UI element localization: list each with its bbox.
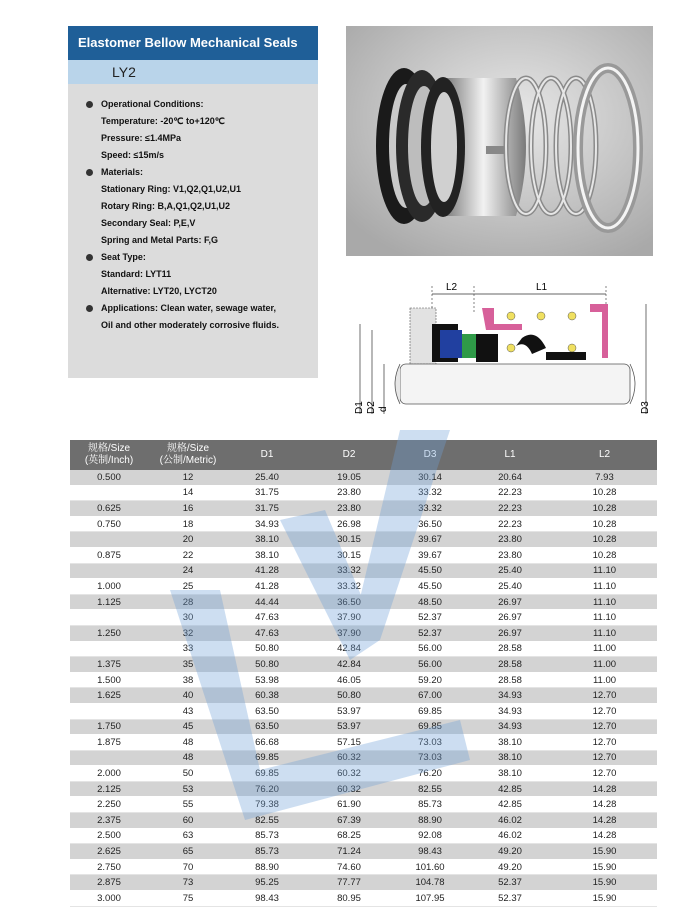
col-l2: L2 [552, 440, 657, 470]
table-row [70, 828, 657, 844]
cell-l1: 22.23 [468, 501, 552, 517]
dim-l2-label: L2 [446, 282, 458, 293]
cell-d1: 85.73 [228, 844, 306, 860]
table-row [70, 719, 657, 735]
cell-d1: 85.73 [228, 828, 306, 844]
cell-l1: 25.40 [468, 563, 552, 579]
cell-metric: 38 [148, 672, 228, 688]
cell-d2: 57.15 [306, 735, 392, 751]
cell-d2: 42.84 [306, 641, 392, 657]
table-row [70, 641, 657, 657]
cell-d1: 44.44 [228, 594, 306, 610]
spec-speed: Speed: ≤15m/s [101, 150, 164, 160]
cell-inch: 1.625 [70, 688, 148, 704]
cell-l1: 34.93 [468, 719, 552, 735]
cell-d2: 60.32 [306, 750, 392, 766]
col-size-metric [148, 440, 228, 470]
spec-pressure: Pressure: ≤1.4MPa [101, 133, 181, 143]
cell-l2: 10.28 [552, 516, 657, 532]
cell-l2: 12.70 [552, 688, 657, 704]
table-row [70, 579, 657, 595]
cell-l1: 38.10 [468, 766, 552, 782]
col-d3: D3 [392, 440, 468, 470]
product-photo [346, 26, 653, 256]
cell-d1: 69.85 [228, 766, 306, 782]
cell-l2: 11.00 [552, 641, 657, 657]
cell-l2: 12.70 [552, 766, 657, 782]
bullet-icon [86, 169, 93, 176]
cell-metric: 32 [148, 625, 228, 641]
cell-metric: 63 [148, 828, 228, 844]
spec-rotary-ring: Rotary Ring: B,A,Q1,Q2,U1,U2 [101, 201, 231, 211]
catalog-title: Elastomer Bellow Mechanical Seals [68, 26, 318, 60]
cell-l1: 42.85 [468, 781, 552, 797]
cell-l1: 52.37 [468, 875, 552, 891]
table-row [70, 875, 657, 891]
cell-d3: 107.95 [392, 891, 468, 907]
cell-d2: 80.95 [306, 891, 392, 907]
cell-d2: 50.80 [306, 688, 392, 704]
spec-seat-type: Seat Type: [101, 252, 146, 262]
cell-d2: 61.90 [306, 797, 392, 813]
cell-inch: 3.000 [70, 891, 148, 907]
cell-l2: 11.10 [552, 579, 657, 595]
cell-d2: 23.80 [306, 485, 392, 501]
table-row [70, 610, 657, 626]
cell-l2: 15.90 [552, 891, 657, 907]
spec-secondary-seal: Secondary Seal: P,E,V [101, 218, 196, 228]
cell-inch: 1.000 [70, 579, 148, 595]
spec-stationary-ring: Stationary Ring: V1,Q2,Q1,U2,U1 [101, 184, 242, 194]
cell-d3: 48.50 [392, 594, 468, 610]
cell-inch: 1.375 [70, 657, 148, 673]
cell-d3: 82.55 [392, 781, 468, 797]
table-row [70, 797, 657, 813]
col-size-metric-line2: (公制/Metric) [159, 455, 217, 466]
cell-d1: 34.93 [228, 516, 306, 532]
cell-l1: 25.40 [468, 579, 552, 595]
cell-d3: 36.50 [392, 516, 468, 532]
cell-l2: 11.00 [552, 657, 657, 673]
cell-l1: 20.64 [468, 470, 552, 485]
cell-l2: 15.90 [552, 844, 657, 860]
cell-l2: 7.93 [552, 470, 657, 485]
cell-metric: 70 [148, 859, 228, 875]
table-row [70, 703, 657, 719]
cell-l1: 38.10 [468, 750, 552, 766]
cell-l2: 12.70 [552, 719, 657, 735]
cell-d1: 38.10 [228, 532, 306, 548]
cell-inch: 2.000 [70, 766, 148, 782]
cell-l2: 11.10 [552, 563, 657, 579]
cell-metric: 45 [148, 719, 228, 735]
cell-l1: 26.97 [468, 610, 552, 626]
cell-l2: 11.00 [552, 672, 657, 688]
cell-d1: 63.50 [228, 703, 306, 719]
table-row [70, 859, 657, 875]
cell-l2: 10.28 [552, 501, 657, 517]
cell-metric: 53 [148, 781, 228, 797]
col-size-inch [70, 440, 148, 470]
cell-inch: 1.750 [70, 719, 148, 735]
cell-d3: 98.43 [392, 844, 468, 860]
cell-metric: 18 [148, 516, 228, 532]
cell-d2: 77.77 [306, 875, 392, 891]
spec-applications-cont: Oil and other moderately corrosive fluids. [101, 320, 280, 330]
cell-d3: 92.08 [392, 828, 468, 844]
cell-d1: 76.20 [228, 781, 306, 797]
cell-metric: 28 [148, 594, 228, 610]
cell-inch [70, 563, 148, 579]
cell-l2: 14.28 [552, 797, 657, 813]
cell-d1: 60.38 [228, 688, 306, 704]
cell-d2: 60.32 [306, 766, 392, 782]
cell-d3: 69.85 [392, 703, 468, 719]
cell-l2: 14.28 [552, 813, 657, 829]
cell-d3: 101.60 [392, 859, 468, 875]
cell-l1: 52.37 [468, 891, 552, 907]
cell-l1: 46.02 [468, 828, 552, 844]
cell-d3: 33.32 [392, 501, 468, 517]
col-l1: L1 [468, 440, 552, 470]
cell-metric: 73 [148, 875, 228, 891]
cell-metric: 48 [148, 735, 228, 751]
cell-inch [70, 641, 148, 657]
cell-d1: 95.25 [228, 875, 306, 891]
cell-d1: 31.75 [228, 485, 306, 501]
table-row [70, 563, 657, 579]
cell-d1: 38.10 [228, 547, 306, 563]
cell-l1: 38.10 [468, 735, 552, 751]
cell-d1: 88.90 [228, 859, 306, 875]
cell-l1: 49.20 [468, 859, 552, 875]
cell-inch: 2.375 [70, 813, 148, 829]
cell-l1: 28.58 [468, 641, 552, 657]
cell-l1: 22.23 [468, 485, 552, 501]
cell-l1: 46.02 [468, 813, 552, 829]
cell-d2: 60.32 [306, 781, 392, 797]
table-row [70, 532, 657, 548]
cell-d2: 26.98 [306, 516, 392, 532]
table-row [70, 688, 657, 704]
spec-alternative: Alternative: LYT20, LYCT20 [101, 286, 217, 296]
table-row [70, 516, 657, 532]
cell-inch [70, 703, 148, 719]
cell-d2: 23.80 [306, 501, 392, 517]
cell-d3: 30.14 [392, 470, 468, 485]
cell-d1: 41.28 [228, 563, 306, 579]
cell-inch: 0.500 [70, 470, 148, 485]
cell-l2: 11.10 [552, 625, 657, 641]
cell-metric: 43 [148, 703, 228, 719]
cell-l1: 23.80 [468, 532, 552, 548]
col-d2: D2 [306, 440, 392, 470]
cell-d3: 88.90 [392, 813, 468, 829]
table-row [70, 781, 657, 797]
table-row [70, 657, 657, 673]
cell-metric: 20 [148, 532, 228, 548]
cell-metric: 35 [148, 657, 228, 673]
seal-drawing [346, 268, 656, 428]
cell-inch: 0.750 [70, 516, 148, 532]
cell-d2: 19.05 [306, 470, 392, 485]
cell-l2: 10.28 [552, 532, 657, 548]
cell-l2: 15.90 [552, 859, 657, 875]
model-label: LY2 [68, 60, 318, 84]
cell-inch: 1.125 [70, 594, 148, 610]
cell-d3: 52.37 [392, 610, 468, 626]
cell-l1: 42.85 [468, 797, 552, 813]
cell-inch: 2.250 [70, 797, 148, 813]
cell-l2: 14.28 [552, 781, 657, 797]
table-row [70, 735, 657, 751]
cell-inch: 1.500 [70, 672, 148, 688]
table-body [70, 470, 657, 906]
dim-d1-label: D1 [354, 401, 365, 414]
cell-l1: 23.80 [468, 547, 552, 563]
cell-l2: 12.70 [552, 750, 657, 766]
cell-d3: 56.00 [392, 641, 468, 657]
cell-l1: 28.58 [468, 657, 552, 673]
cell-metric: 14 [148, 485, 228, 501]
cell-metric: 16 [148, 501, 228, 517]
cell-d1: 69.85 [228, 750, 306, 766]
table-row [70, 672, 657, 688]
cross-section-diagram [346, 268, 656, 428]
cell-metric: 24 [148, 563, 228, 579]
dim-d3-label: D3 [640, 401, 651, 414]
cell-d3: 45.50 [392, 579, 468, 595]
cell-metric: 33 [148, 641, 228, 657]
cell-l2: 11.10 [552, 594, 657, 610]
table-row [70, 766, 657, 782]
col-d1: D1 [228, 440, 306, 470]
cell-d2: 53.97 [306, 703, 392, 719]
dim-d-label: d [378, 406, 389, 412]
cell-inch: 2.875 [70, 875, 148, 891]
cell-d3: 39.67 [392, 547, 468, 563]
cell-l1: 22.23 [468, 516, 552, 532]
cell-d2: 37.90 [306, 625, 392, 641]
cell-inch: 1.250 [70, 625, 148, 641]
dimension-table [70, 440, 657, 907]
cell-l2: 12.70 [552, 703, 657, 719]
cell-d3: 104.78 [392, 875, 468, 891]
cell-d2: 67.39 [306, 813, 392, 829]
cell-d2: 37.90 [306, 610, 392, 626]
spec-temperature: Temperature: -20℃ to+120℃ [101, 116, 225, 126]
cell-d1: 25.40 [228, 470, 306, 485]
cell-d3: 67.00 [392, 688, 468, 704]
cell-d2: 33.32 [306, 563, 392, 579]
table-row [70, 891, 657, 907]
bullet-icon [86, 305, 93, 312]
cell-inch: 2.750 [70, 859, 148, 875]
table-row [70, 470, 657, 485]
col-size-metric-line1: 规格/Size [166, 443, 210, 454]
spec-applications: Applications: Clean water, sewage water, [101, 303, 277, 313]
table-row [70, 594, 657, 610]
cell-metric: 55 [148, 797, 228, 813]
cell-d2: 33.32 [306, 579, 392, 595]
cell-inch: 0.625 [70, 501, 148, 517]
cell-inch: 2.125 [70, 781, 148, 797]
cell-d3: 56.00 [392, 657, 468, 673]
cell-d3: 59.20 [392, 672, 468, 688]
cell-metric: 65 [148, 844, 228, 860]
cell-d1: 31.75 [228, 501, 306, 517]
cell-inch [70, 485, 148, 501]
cell-d2: 30.15 [306, 532, 392, 548]
cell-l2: 10.28 [552, 547, 657, 563]
table-row [70, 750, 657, 766]
cell-l2: 12.70 [552, 735, 657, 751]
cell-l2: 15.90 [552, 875, 657, 891]
cell-l1: 34.93 [468, 688, 552, 704]
bullet-icon [86, 101, 93, 108]
cell-d3: 73.03 [392, 750, 468, 766]
spec-spring-metal: Spring and Metal Parts: F,G [101, 235, 219, 245]
bullet-icon [86, 254, 93, 261]
cell-d2: 30.15 [306, 547, 392, 563]
cell-d2: 71.24 [306, 844, 392, 860]
spec-panel [68, 84, 318, 378]
dim-d2-label: D2 [366, 401, 377, 414]
cell-l2: 10.28 [552, 485, 657, 501]
cell-metric: 40 [148, 688, 228, 704]
cell-inch: 1.875 [70, 735, 148, 751]
cell-l2: 14.28 [552, 828, 657, 844]
cell-d3: 45.50 [392, 563, 468, 579]
cell-d3: 39.67 [392, 532, 468, 548]
cell-metric: 48 [148, 750, 228, 766]
cell-d2: 42.84 [306, 657, 392, 673]
table-row [70, 813, 657, 829]
cell-metric: 75 [148, 891, 228, 907]
cell-metric: 50 [148, 766, 228, 782]
cell-d1: 79.38 [228, 797, 306, 813]
cell-d2: 36.50 [306, 594, 392, 610]
spec-operational-conditions: Operational Conditions: [101, 99, 204, 109]
cell-inch [70, 532, 148, 548]
cell-d1: 53.98 [228, 672, 306, 688]
cell-d1: 47.63 [228, 625, 306, 641]
cell-l1: 28.58 [468, 672, 552, 688]
cell-inch: 2.625 [70, 844, 148, 860]
cell-l1: 49.20 [468, 844, 552, 860]
table-row [70, 625, 657, 641]
cell-l2: 11.10 [552, 610, 657, 626]
cell-d2: 53.97 [306, 719, 392, 735]
cell-d3: 33.32 [392, 485, 468, 501]
cell-d2: 74.60 [306, 859, 392, 875]
cell-d1: 50.80 [228, 641, 306, 657]
cell-d1: 63.50 [228, 719, 306, 735]
cell-d1: 41.28 [228, 579, 306, 595]
cell-d3: 85.73 [392, 797, 468, 813]
col-size-inch-line1: 规格/Size [87, 443, 131, 454]
cell-metric: 30 [148, 610, 228, 626]
cell-metric: 25 [148, 579, 228, 595]
cell-d1: 47.63 [228, 610, 306, 626]
cell-l1: 26.97 [468, 594, 552, 610]
cell-d1: 66.68 [228, 735, 306, 751]
table-row [70, 485, 657, 501]
cell-inch [70, 750, 148, 766]
mechanical-seal-photo [346, 26, 653, 256]
cell-l1: 26.97 [468, 625, 552, 641]
cell-d3: 76.20 [392, 766, 468, 782]
table-row [70, 501, 657, 517]
cell-metric: 22 [148, 547, 228, 563]
cell-inch: 2.500 [70, 828, 148, 844]
cell-d2: 46.05 [306, 672, 392, 688]
spec-standard: Standard: LYT11 [101, 269, 172, 279]
cell-d1: 98.43 [228, 891, 306, 907]
cell-inch: 0.875 [70, 547, 148, 563]
cell-d2: 68.25 [306, 828, 392, 844]
spec-materials: Materials: [101, 167, 144, 177]
table-row [70, 844, 657, 860]
cell-metric: 12 [148, 470, 228, 485]
table-header-row [70, 440, 657, 470]
cell-d3: 52.37 [392, 625, 468, 641]
cell-d3: 73.03 [392, 735, 468, 751]
cell-inch [70, 610, 148, 626]
cell-metric: 60 [148, 813, 228, 829]
cell-d1: 82.55 [228, 813, 306, 829]
cell-d3: 69.85 [392, 719, 468, 735]
table-row [70, 547, 657, 563]
cell-d1: 50.80 [228, 657, 306, 673]
cell-l1: 34.93 [468, 703, 552, 719]
col-size-inch-line2: (英制/Inch) [84, 455, 134, 466]
dim-l1-label: L1 [536, 282, 548, 293]
